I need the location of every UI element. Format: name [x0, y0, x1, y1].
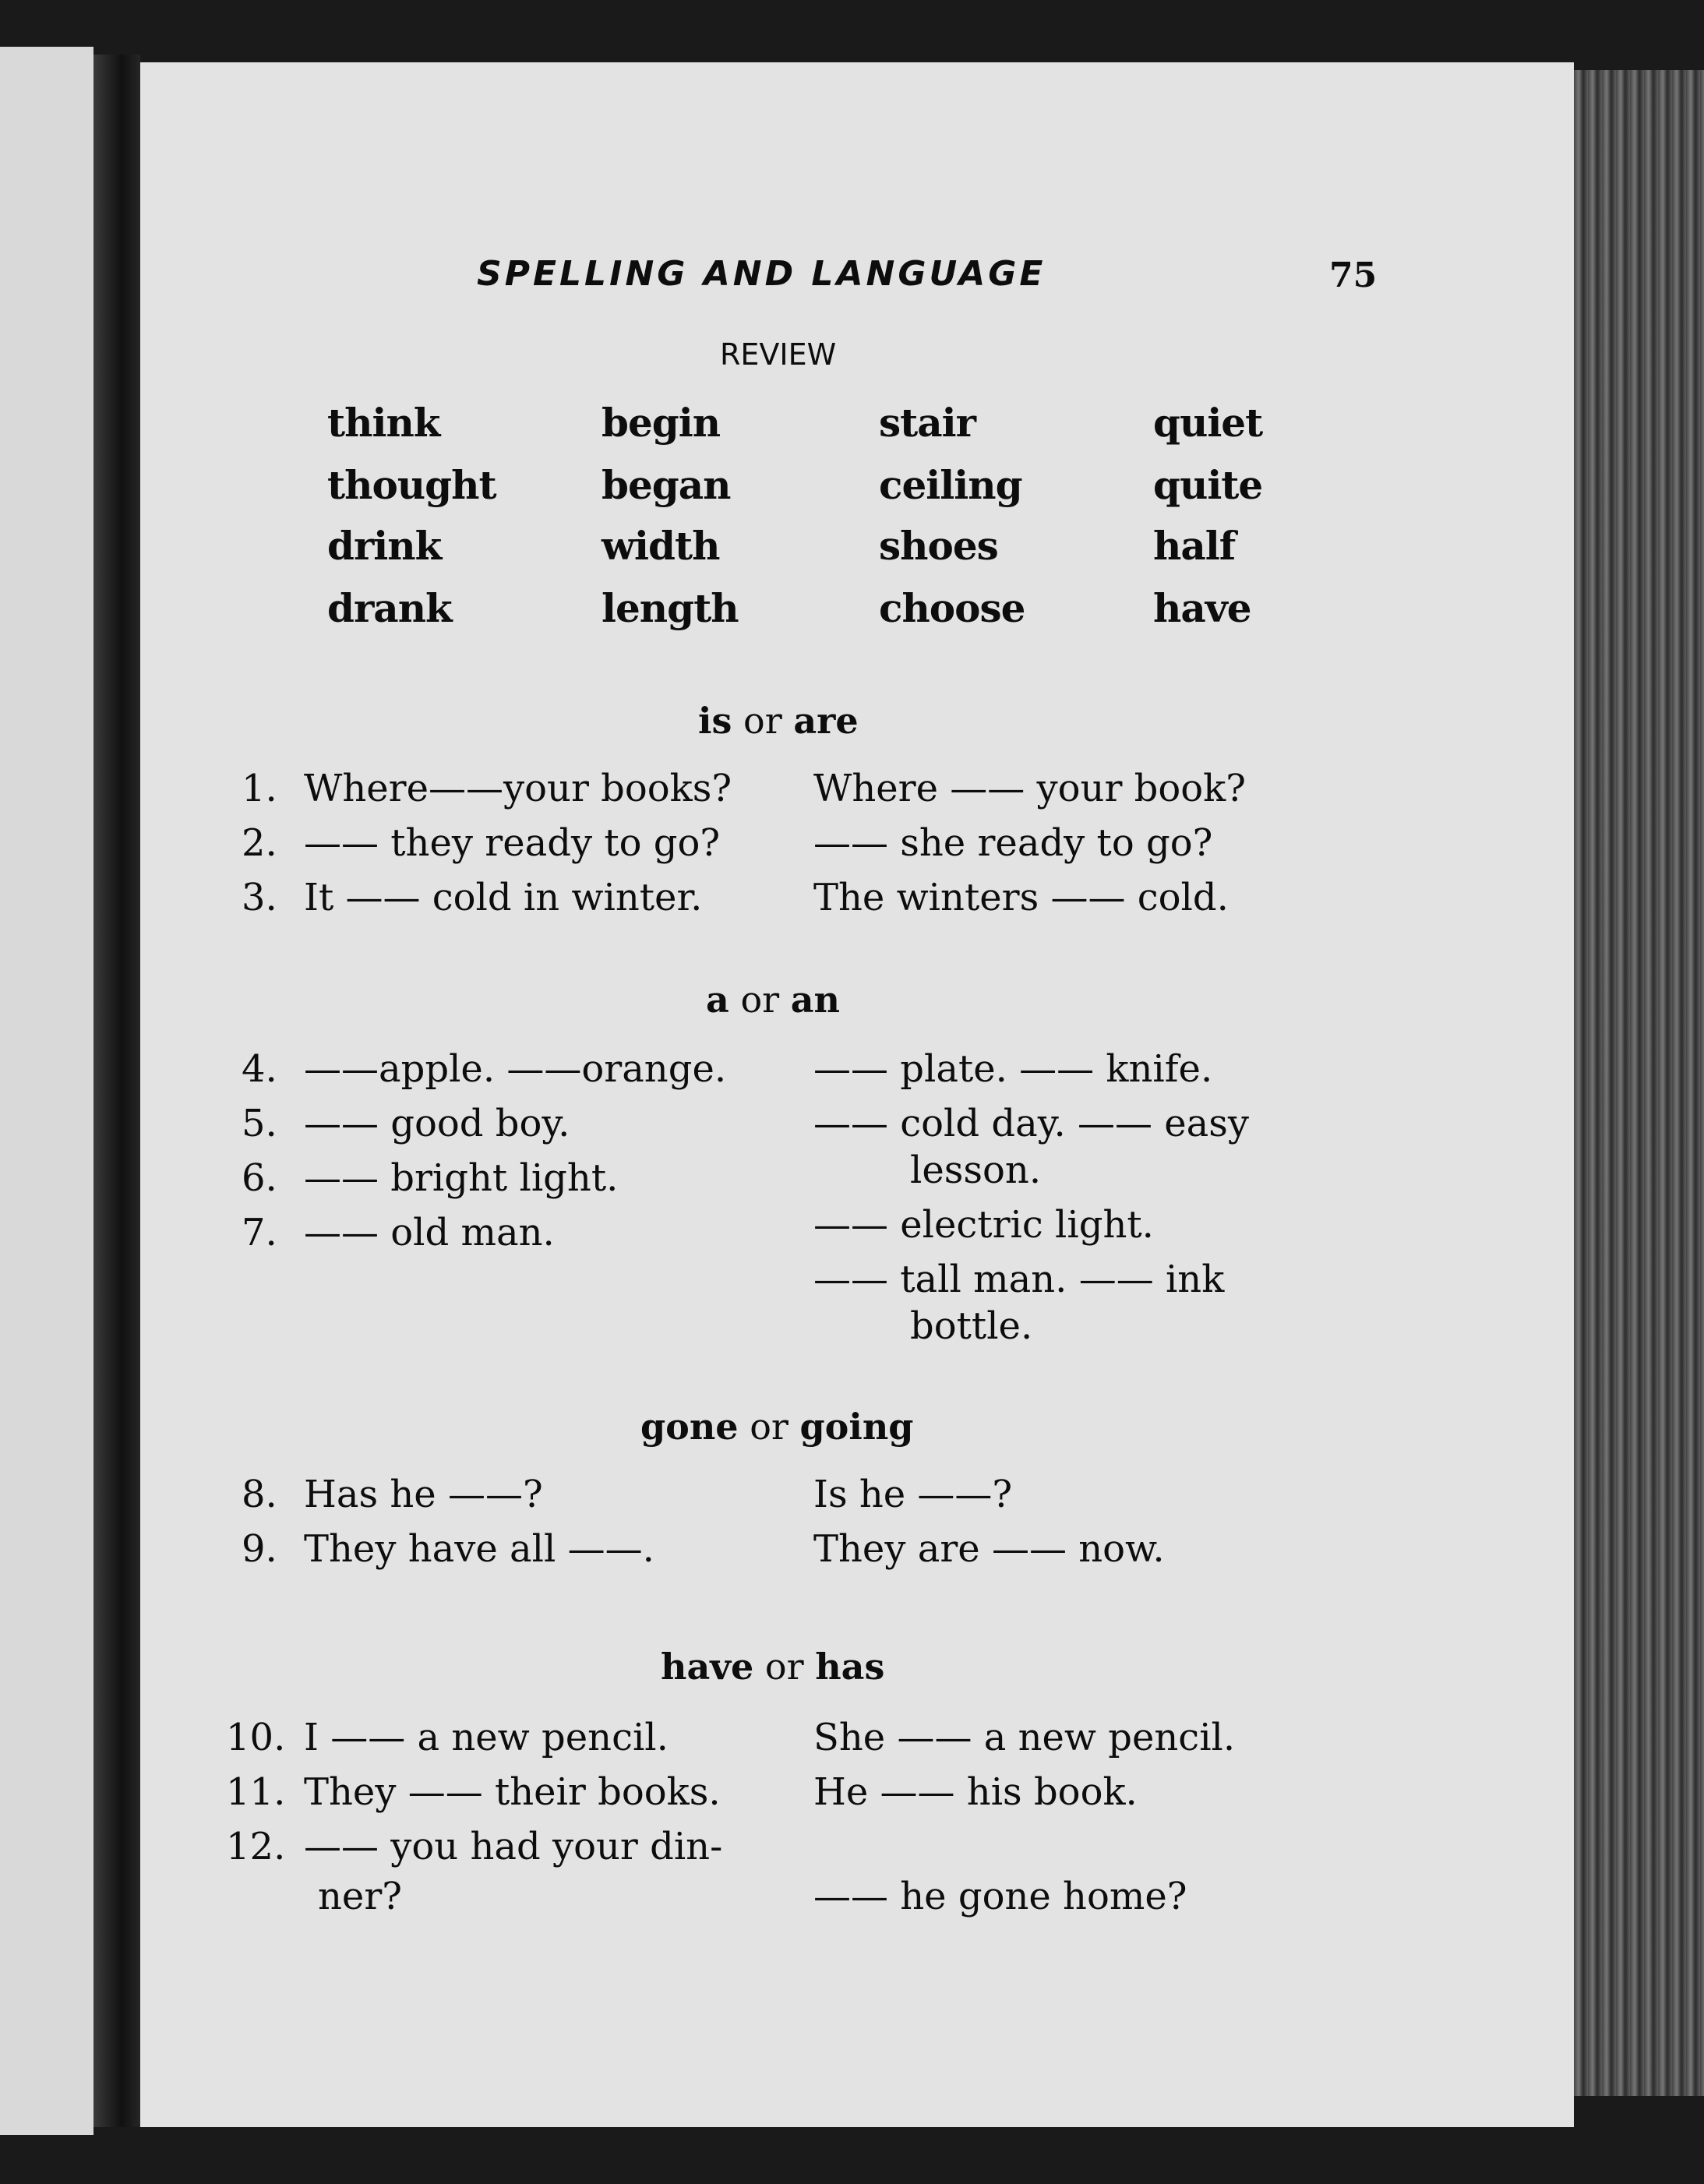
review-word: choose — [879, 585, 1025, 631]
book-gutter — [93, 55, 140, 2127]
section-heading — [640, 1406, 914, 1448]
review-word: began — [602, 462, 731, 508]
section-word: a — [706, 979, 729, 1021]
exercise-text: —— she ready to go? — [813, 821, 1213, 865]
review-word: begin — [602, 400, 721, 446]
exercise-text: They are —— now. — [813, 1527, 1165, 1571]
book-page — [140, 62, 1574, 2127]
review-word: thought — [327, 462, 496, 508]
review-word: stair — [879, 400, 975, 446]
exercise-number: 6. — [242, 1156, 277, 1200]
exercise-number: 1. — [242, 767, 277, 810]
exercise-text: —— electric light. — [813, 1203, 1154, 1247]
exercise-text: It —— cold in winter. — [304, 876, 703, 919]
section-word: an — [790, 979, 840, 1021]
review-word: shoes — [879, 523, 998, 569]
section-heading — [706, 979, 840, 1021]
exercise-text: —— good boy. — [304, 1102, 570, 1145]
exercise-number: 3. — [242, 876, 277, 919]
review-word: quite — [1153, 462, 1263, 508]
exercise-number: 7. — [242, 1211, 277, 1254]
section-or: or — [764, 1646, 804, 1688]
exercise-text: —— they ready to go? — [304, 821, 721, 865]
review-word: width — [602, 523, 720, 569]
exercise-text: —— old man. — [304, 1211, 555, 1254]
exercise-text: They have all ——. — [304, 1527, 654, 1571]
section-heading — [698, 700, 859, 742]
exercise-text: ——apple. ——orange. — [304, 1047, 727, 1091]
section-word: are — [793, 700, 859, 742]
exercise-number: 9. — [242, 1527, 277, 1571]
exercise-text: Where —— your book? — [813, 767, 1246, 810]
exercise-text: Is he ——? — [813, 1473, 1013, 1516]
exercise-number: 8. — [242, 1473, 277, 1516]
exercise-text: —— plate. —— knife. — [813, 1047, 1213, 1091]
section-or: or — [750, 1406, 788, 1448]
page-block-edge — [1574, 70, 1704, 2096]
section-word: have — [661, 1646, 754, 1688]
exercise-text: They —— their books. — [304, 1770, 721, 1814]
exercise-number: 10. — [226, 1716, 286, 1759]
section-word: gone — [640, 1406, 739, 1448]
review-word: quiet — [1153, 400, 1263, 446]
exercise-text: lesson. — [910, 1148, 1042, 1192]
review-word: drink — [327, 523, 442, 569]
exercise-text: ner? — [318, 1875, 402, 1918]
page-number: 75 — [1329, 256, 1378, 295]
exercise-number: 4. — [242, 1047, 277, 1091]
exercise-number: 12. — [226, 1825, 286, 1868]
section-word: going — [799, 1406, 914, 1448]
exercise-text: He —— his book. — [813, 1770, 1138, 1814]
section-word: is — [698, 700, 732, 742]
exercise-text: —— bright light. — [304, 1156, 619, 1200]
exercise-text: —— cold day. —— easy — [813, 1102, 1250, 1145]
section-word: has — [815, 1646, 885, 1688]
review-word: have — [1153, 585, 1251, 631]
section-or: or — [743, 700, 782, 742]
review-word: length — [602, 585, 739, 631]
review-word: think — [327, 400, 440, 446]
exercise-number: 11. — [226, 1770, 286, 1814]
review-word: half — [1153, 523, 1236, 569]
exercise-text: bottle. — [910, 1304, 1033, 1348]
review-word: ceiling — [879, 462, 1022, 508]
section-heading — [661, 1646, 885, 1688]
exercise-text: The winters —— cold. — [813, 876, 1229, 919]
exercise-text: —— you had your din- — [304, 1825, 723, 1868]
exercise-text: Where——your books? — [304, 767, 732, 810]
review-word: drank — [327, 585, 452, 631]
facing-page-edge — [0, 47, 93, 2135]
exercise-text: She —— a new pencil. — [813, 1716, 1236, 1759]
exercise-text: I —— a new pencil. — [304, 1716, 669, 1759]
section-or: or — [740, 979, 780, 1021]
review-heading: REVIEW — [720, 337, 837, 372]
exercise-number: 2. — [242, 821, 277, 865]
exercise-text: Has he ——? — [304, 1473, 543, 1516]
exercise-number: 5. — [242, 1102, 277, 1145]
exercise-text: —— he gone home? — [813, 1875, 1187, 1918]
running-head: SPELLING AND LANGUAGE — [477, 254, 1046, 294]
exercise-text: —— tall man. —— ink — [813, 1258, 1225, 1301]
